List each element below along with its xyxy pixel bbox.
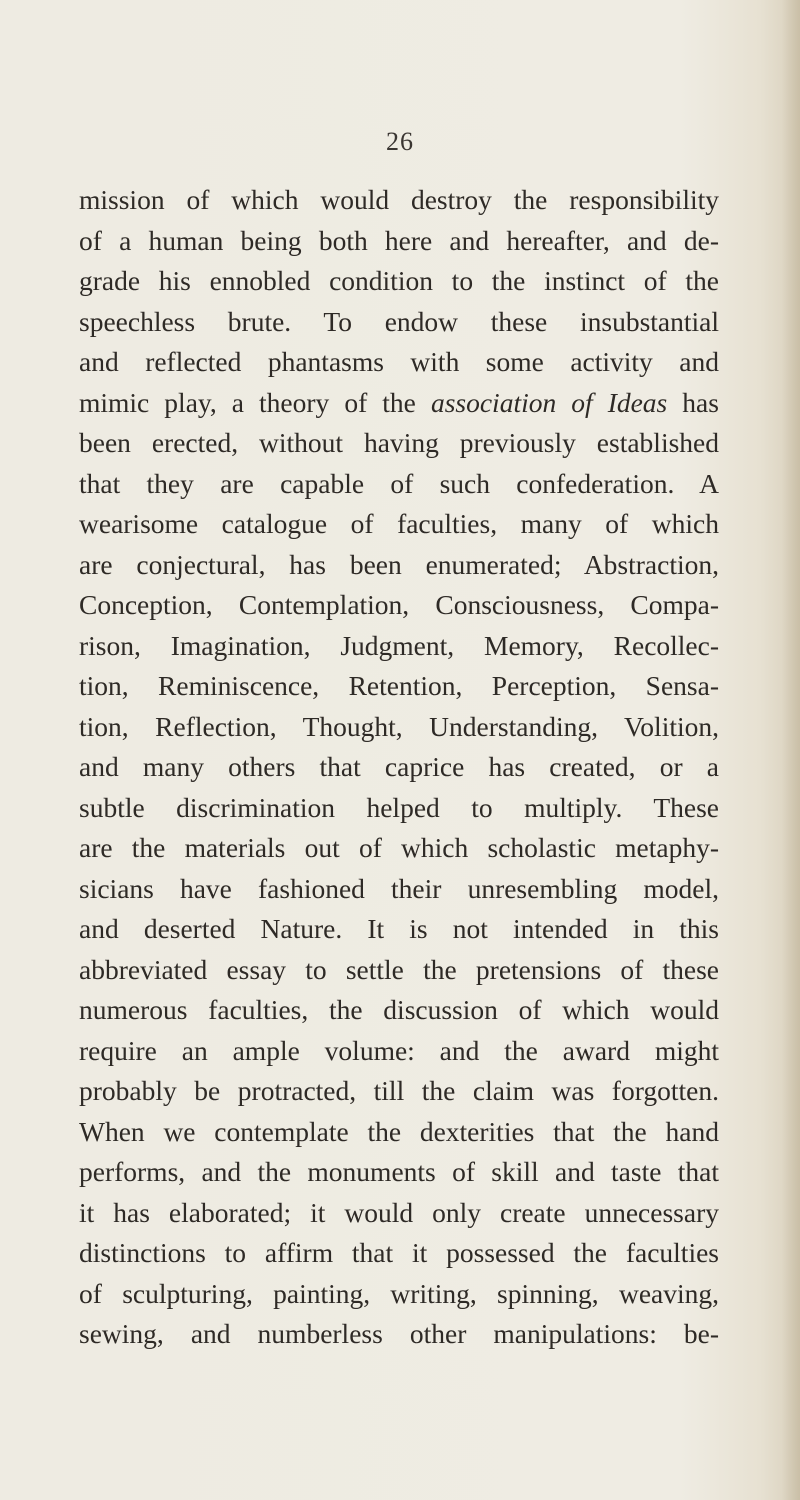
text-line	[79, 1233, 719, 1274]
text-run: are the materials out of which scholastic metaphy-	[79, 832, 719, 863]
text-run: sicians have fashioned their unresembling model,	[79, 872, 719, 904]
text-run: abbreviated essay to settle the pretensions of these	[79, 953, 719, 985]
text-line	[79, 221, 719, 262]
text-run: sewing, and numberless other manipulations: be-	[79, 1318, 719, 1349]
text-run: mission of which would destroy the responsibility	[79, 184, 719, 215]
body-text	[79, 180, 719, 1355]
text-line	[79, 464, 719, 505]
text-run: numerous faculties, the discussion of which would	[79, 994, 719, 1025]
text-line	[79, 585, 719, 626]
text-line	[79, 302, 719, 343]
text-run: has	[667, 386, 719, 418]
text-run: distinctions to affirm that it possessed the faculties	[79, 1237, 719, 1268]
text-run: speechless brute. To endow these insubstantial	[79, 305, 719, 337]
text-line	[79, 1152, 719, 1193]
text-line	[79, 909, 719, 950]
text-line	[79, 1314, 719, 1355]
text-line	[79, 1193, 719, 1234]
text-run: of sculpturing, painting, writing, spinning, weaving,	[79, 1277, 719, 1309]
text-run: wearisome catalogue of faculties, many of which	[79, 508, 719, 539]
text-line	[79, 504, 719, 545]
text-line	[79, 950, 719, 991]
text-line	[79, 666, 719, 707]
text-line	[79, 342, 719, 383]
text-line	[79, 1071, 719, 1112]
text-run: mimic play, a theory of the	[79, 386, 431, 418]
text-line	[79, 1274, 719, 1315]
text-line	[79, 261, 719, 302]
text-line	[79, 788, 719, 829]
text-run: Conception, Contemplation, Consciousness, Compa-	[79, 589, 719, 620]
text-line	[79, 423, 719, 464]
text-run: and reflected phantasms with some activity and	[79, 346, 719, 377]
text-run: and deserted Nature. It is not intended in this	[79, 913, 719, 944]
text-run: performs, and the monuments of skill and taste that	[79, 1156, 719, 1187]
text-line	[79, 180, 719, 221]
text-line	[79, 1031, 719, 1072]
text-line	[79, 626, 719, 667]
text-line	[79, 747, 719, 788]
text-run: subtle discrimination helped to multiply. These	[79, 791, 719, 823]
page-number: 26	[386, 127, 414, 156]
text-run: of a human being both here and hereafter, and de-	[79, 224, 719, 256]
text-run: tion, Reflection, Thought, Understanding, Volition,	[79, 710, 719, 742]
text-run: that they are capable of such confederation. A	[79, 467, 719, 499]
text-run: When we contemplate the dexterities that the hand	[79, 1115, 719, 1147]
text-line	[79, 545, 719, 586]
text-run: rison, Imagination, Judgment, Memory, Recollec-	[79, 629, 719, 661]
text-run: require an ample volume: and the award might	[79, 1034, 719, 1066]
text-run: grade his ennobled condition to the instinct of the	[79, 265, 719, 296]
text-line	[79, 707, 719, 748]
text-run: and many others that caprice has created, or a	[79, 751, 719, 782]
text-line	[79, 1112, 719, 1153]
text-line	[79, 990, 719, 1031]
text-run: it has elaborated; it would only create unnecessary	[79, 1196, 719, 1228]
text-run: been erected, without having previously established	[79, 427, 719, 458]
text-line	[79, 828, 719, 869]
text-line	[79, 383, 719, 424]
text-run: are conjectural, has been enumerated; Abstraction,	[79, 548, 719, 580]
page-edge-shadow	[782, 0, 800, 1500]
italic-phrase: association of Ideas	[430, 386, 668, 418]
text-line	[79, 869, 719, 910]
text-run: tion, Reminiscence, Retention, Perception, Sensa-	[79, 670, 719, 701]
text-run: probably be protracted, till the claim was forgotten.	[79, 1075, 719, 1106]
